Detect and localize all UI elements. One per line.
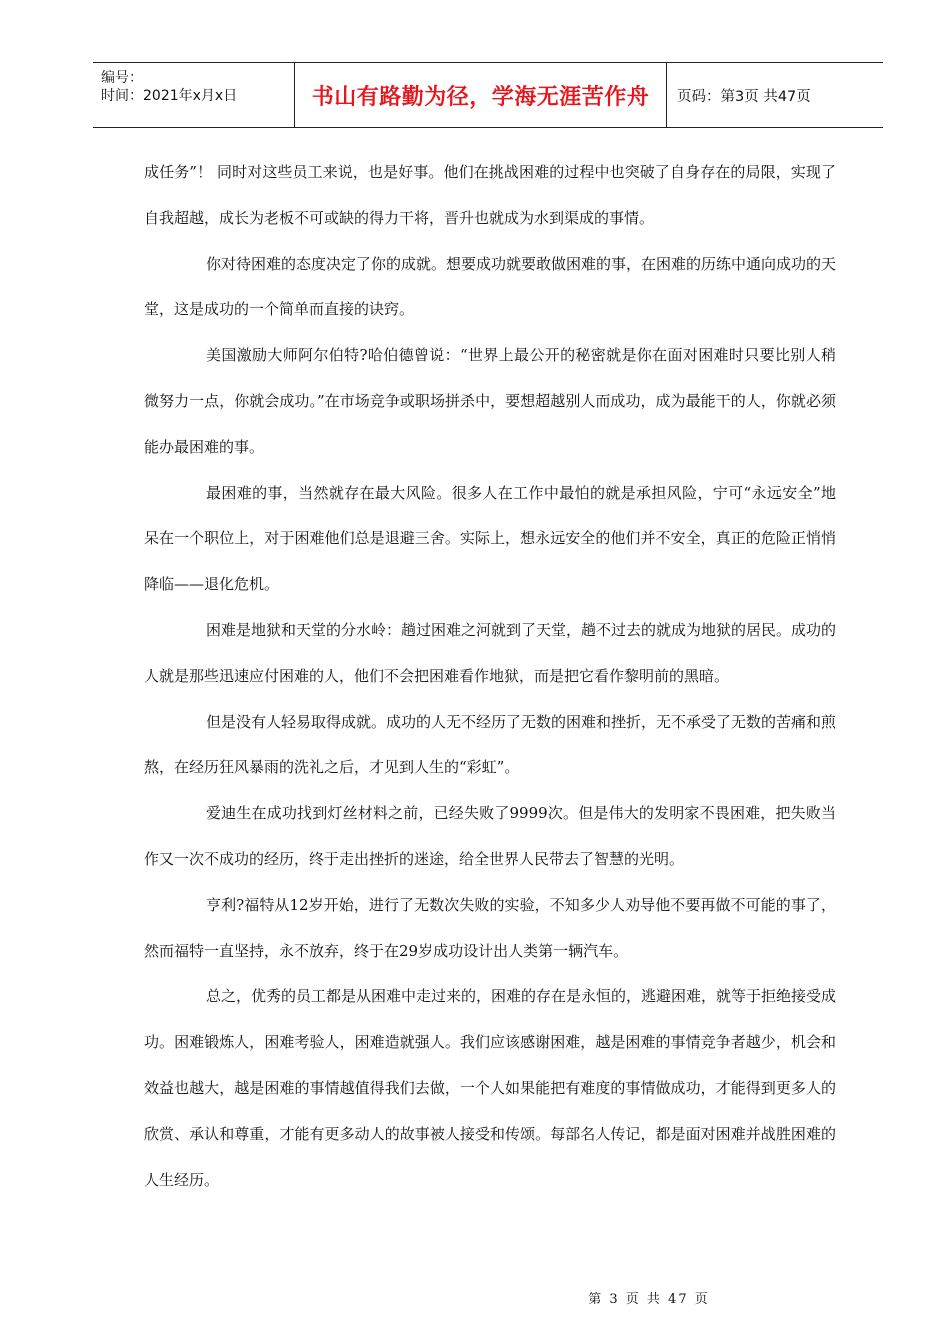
page-footer: 第 3 页 共 47 页	[588, 1292, 710, 1307]
paragraph: 最困难的事，当然就存在最大风险。很多人在工作中最怕的就是承担风险，宁可“永远安全”地呆在一个职位上，对于困难他们总是退避三舍。实际上，想永远安全的他们并不安全，真正的危险正悄悄降临——退化危机。	[144, 483, 836, 594]
paragraph: 总之，优秀的员工都是从困难中走过来的，困难的存在是永恒的，逃避困难，就等于拒绝接受成功。困难锻炼人，困难考验人，困难造就强人。我们应该感谢困难，越是困难的事情竞争者越少，机会和效益也越大，越是困难的事情越值得我们去做，一个人如果能把有难度的事情做成功，才能得到更多人的欣赏、承认和尊重，才能有更多动人的故事被人接受和传颂。每部名人传记，都是面对困难并战胜困难的人生经历。	[144, 987, 837, 1189]
time-label: 时间：2021年x月x日	[101, 88, 238, 104]
paragraph: 爱迪生在成功找到灯丝材料之前，已经失败了9999次。但是伟大的发明家不畏困难，把失败当作又一次不成功的经历，终于走出挫折的迷途，给全世界人民带去了智慧的光明。	[144, 804, 836, 868]
page-header	[93, 62, 883, 128]
paragraph: 困难是地狱和天堂的分水岭：趟过困难之河就到了天堂，趟不过去的就成为地狱的居民。成功的人就是那些迅速应付困难的人，他们不会把困难看作地狱，而是把它看作黎明前的黑暗。	[144, 620, 837, 685]
document-body	[144, 150, 836, 1203]
paragraph: 你对待困难的态度决定了你的成就。想要成功就要敢做困难的事，在困难的历练中通向成功的天堂，这是成功的一个简单而直接的诀窍。	[144, 254, 837, 319]
paragraph: 亨利?福特从12岁开始，进行了无数次失败的实验，不知多少人劝导他不要再做不可能的事了，然而福特一直坚持，永不放弃，终于在29岁成功设计出人类第一辆汽车。	[144, 895, 836, 960]
paragraph: 成任务”！ 同时对这些员工来说，也是好事。他们在挑战困难的过程中也突破了自身存在的局限，实现了自我超越，成长为老板不可或缺的得力干将，晋升也就成为水到渠成的事情。	[144, 163, 836, 227]
paragraph: 美国激励大师阿尔伯特?哈伯德曾说：“世界上最公开的秘密就是你在面对困难时只要比别人稍微努力一点，你就会成功。”在市场竞争或职场拼杀中，要想超越别人而成功，成为最能干的人，你就必须能办最困难的事。	[144, 346, 836, 456]
paragraph: 但是没有人轻易取得成就。成功的人无不经历了无数的困难和挫折，无不承受了无数的苦痛和煎熬，在经历狂风暴雨的洗礼之后，才见到人生的“彩虹”。	[144, 712, 837, 777]
header-page-info: 页码：第3页 共47页	[677, 88, 811, 105]
number-label: 编号：	[101, 70, 143, 86]
header-motto: 书山有路勤为径，学海无涯苦作舟	[295, 63, 667, 127]
header-meta	[93, 63, 295, 127]
